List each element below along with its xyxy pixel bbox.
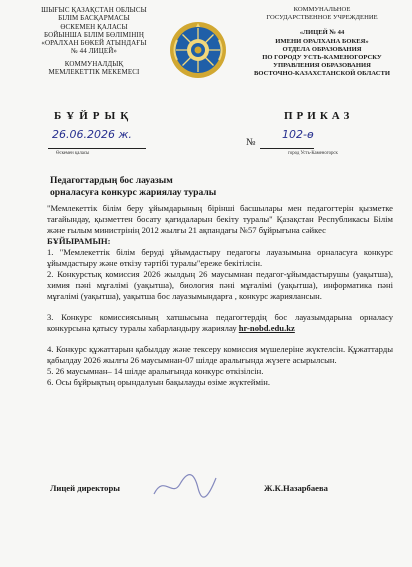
order-number-handwritten: 102-ө bbox=[282, 128, 314, 141]
header-left-line: МЕМЛЕКЕТТІК МЕКЕМЕСІ bbox=[48, 68, 140, 77]
order-item-2: 2. Конкурстық комиссия 2026 жылдың 26 маусымнан педагог-ұйымдастырушы (уақытша), химия пәні мұғалімі (уақытша), биология пәні мұғалімі (уақытша), информатика пәні мұғалімі (уақытша), уақытша бос лауазымындарға , конкурс жариялансын. bbox=[47, 269, 393, 301]
header-left-line: «ОРАЛХАН БӨКЕЙ АТЫНДАҒЫ bbox=[41, 39, 147, 48]
header-right-line: КОММУНАЛЬНОЕ bbox=[293, 6, 351, 13]
order-word: БҰЙЫРАМЫН: bbox=[47, 236, 111, 246]
header-right-line: ВОСТОЧНО-КАЗАХСТАНСКОЙ ОБЛАСТИ bbox=[253, 70, 391, 78]
header-left-line: ШЫҒЫС ҚАЗАҚСТАН ОБЛЫСЫ bbox=[41, 6, 147, 14]
header-right-line: УПРАВЛЕНИЯ ОБРАЗОВАНИЯ bbox=[273, 62, 371, 70]
hr-nobd-link[interactable]: hr-nobd.edu.kz bbox=[238, 323, 295, 333]
state-emblem-icon bbox=[168, 20, 228, 80]
header-left-line: ӨСКЕМЕН ҚАЛАСЫ bbox=[60, 22, 128, 31]
city-caption-ru: город Усть-Каменогорск bbox=[288, 151, 338, 156]
subject-line: орналасуға конкурс жариялау туралы bbox=[50, 187, 217, 198]
header-right-line: ИМЕНИ ОРАЛХАНА БОКЕЯ» bbox=[275, 37, 369, 45]
order-item-6: 6. Осы бұйрықтың орындалуын бақылауды өзіме жүктеймін. bbox=[47, 377, 271, 387]
order-item-3-text: 3. Конкурс комиссиясының хатшысына педагогтердің бос лауазымдарына орналасу конкурсына қатысу туралы хабарландыру жариялау bbox=[47, 312, 393, 333]
order-item-3 bbox=[47, 312, 393, 334]
header-left-line: БІЛІМ БАСҚАРМАСЫ bbox=[58, 14, 130, 23]
date-handwritten: 26.06.2026 ж. bbox=[52, 128, 132, 141]
order-item-1: 1. "Мемлекеттік білім беруді ұйымдастыру педагогы лауазымына орналасуға конкурс ұйымдастыру және өткізу тәртібі туралы"ереже бекітілсін. bbox=[47, 247, 393, 268]
order-item-5: 5. 26 маусымнан– 14 шілде аралығында конкурс өткізілсін. bbox=[47, 366, 264, 376]
order-subject bbox=[50, 175, 216, 199]
subject-line: Педагогтардың бос лауазым bbox=[50, 175, 173, 186]
header-right-line: ОТДЕЛА ОБРАЗОВАНИЯ bbox=[282, 45, 362, 53]
order-item-4: 4. Конкурс құжаттарын қабылдау және тексеру комиссия мүшелеріне жүктелсін. Құжаттарды қабылдау 2026 жылғы 26 маусымнан-07 шілде аралығында жүзеге асырылсын. bbox=[47, 344, 393, 365]
header-right-line: ГОСУДАРСТВЕННОЕ УЧРЕЖДЕНИЕ bbox=[266, 14, 378, 22]
number-sign: № bbox=[246, 137, 256, 148]
preamble: "Мемлекеттік білім беру ұйымдарының бірінші басшылары мен педагогтерін қызметке тағайындау, қызметтен босату қағидаларын бекіту туралы" Қазақстан Республикасы Білім және ғылым министрінің 2012 жылғы 21 ақпандағы №57 бұйрығына сәйкес bbox=[47, 203, 393, 235]
handwritten-signature bbox=[150, 468, 220, 504]
header-left-line: БОЙЫНША БІЛІМ БӨЛІМІНІҢ bbox=[44, 30, 144, 39]
order-body bbox=[47, 203, 393, 388]
document-title-ru: ПРИКАЗ bbox=[284, 110, 354, 122]
header-right-ru bbox=[238, 6, 406, 79]
city-caption-kz: Өскемен қаласы bbox=[56, 151, 90, 156]
header-left-line: № 44 ЛИЦЕЙ» bbox=[71, 47, 117, 56]
signer-title: Лицей директоры bbox=[50, 483, 120, 493]
header-right-line: «ЛИЦЕЙ № 44 bbox=[299, 29, 345, 37]
document-title-kz: БҰЙРЫҚ bbox=[54, 110, 134, 122]
header-right-line: ПО ГОРОДУ УСТЬ-КАМЕНОГОРСКУ bbox=[262, 54, 382, 62]
header-left-line: КОММУНАЛДЫҚ bbox=[64, 59, 124, 68]
header-left-kz bbox=[30, 6, 158, 76]
signer-name: Ж.К.Назарбаева bbox=[264, 483, 328, 493]
